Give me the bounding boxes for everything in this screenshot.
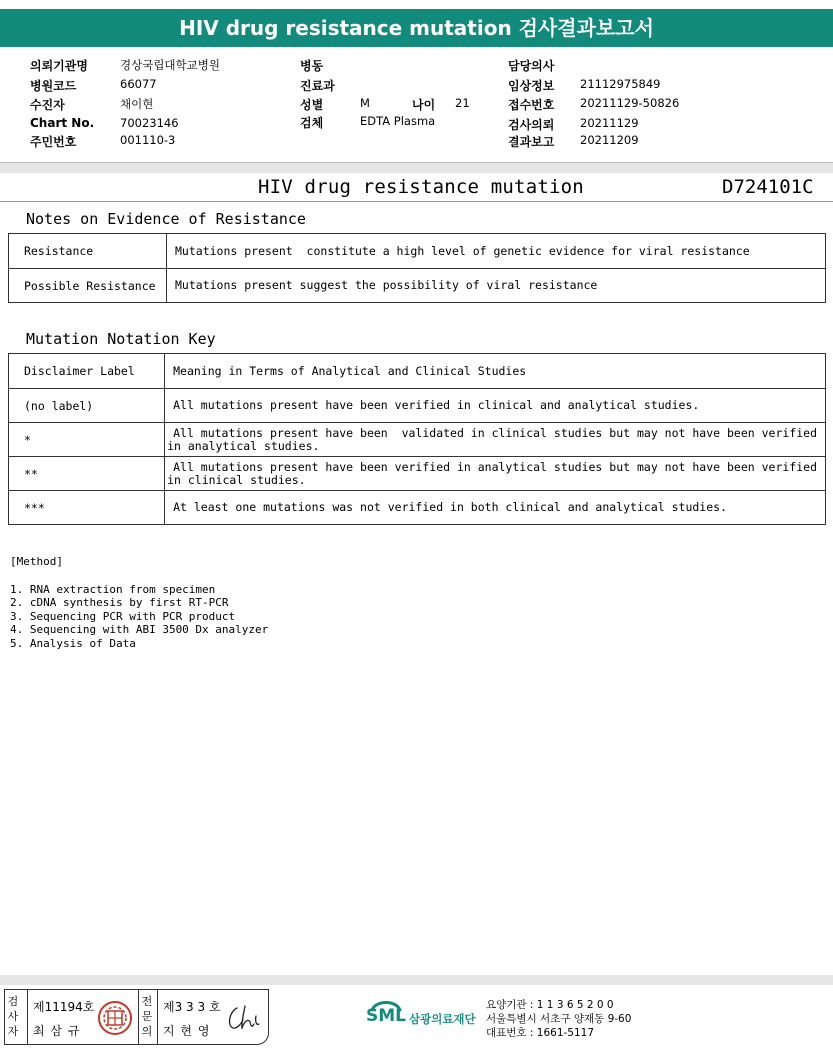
box-divider — [157, 990, 158, 1044]
info-value: M — [360, 96, 370, 110]
org-address — [486, 998, 631, 1040]
box-divider — [27, 990, 28, 1044]
notation-label: (no label) — [9, 389, 165, 423]
method-title: [Method] — [10, 555, 63, 568]
info-label: 담당의사 — [508, 59, 555, 73]
notation-label: ** — [9, 457, 165, 491]
info-label: 병동 — [300, 59, 324, 73]
method-step: 2. cDNA synthesis by first RT-PCR — [10, 596, 229, 609]
info-label: 나이 — [412, 98, 436, 112]
table-row — [9, 269, 826, 303]
info-value: 채이현 — [120, 97, 154, 111]
sml-logo-text: SML — [366, 1006, 406, 1026]
notation-text-cont: in analytical studies. — [167, 438, 320, 453]
info-value: 20211129 — [580, 116, 639, 130]
notation-label: * — [9, 423, 165, 457]
info-label: 성별 — [300, 98, 324, 112]
evidence-text: Mutations present suggest the possibility of viral resistance — [167, 269, 826, 303]
method-step: 5. Analysis of Data — [10, 636, 136, 650]
info-value: 21112975849 — [580, 77, 661, 91]
evidence-table — [8, 233, 826, 303]
info-label: 진료과 — [300, 79, 335, 93]
method-step: 1. RNA extraction from specimen — [10, 582, 216, 596]
evidence-label: Resistance — [9, 234, 167, 269]
notation-header-text: Meaning in Terms of Analytical and Clinical Studies — [165, 354, 826, 389]
specialist-name: 지 현 영 — [163, 1024, 211, 1038]
address-line: 서울특별시 서초구 양재동 9-60 — [486, 1013, 632, 1025]
inspector-role: 검사자 — [7, 995, 19, 1038]
specialist-license: 제3 3 3 호 — [163, 1000, 221, 1014]
footer-band — [0, 975, 833, 985]
table-row — [9, 457, 826, 491]
method-section — [10, 555, 268, 650]
specialist-role: 전문의 — [141, 995, 153, 1038]
notation-text: All mutations present have been verified in analytical studies but may not have been verified — [173, 459, 817, 474]
info-label: 검사의뢰 — [508, 118, 555, 132]
info-label: 검체 — [300, 116, 324, 130]
info-label: 수진자 — [30, 98, 65, 112]
heading-underline — [0, 201, 833, 202]
info-value: 21 — [455, 96, 470, 110]
address-line: 대표번호 : 1661-5117 — [486, 1027, 595, 1039]
notation-label: *** — [9, 491, 165, 525]
info-value: EDTA Plasma — [360, 114, 436, 128]
table-header-row — [9, 354, 826, 389]
info-label: 병원코드 — [30, 79, 77, 93]
inspector-license: 제11194호 — [33, 1000, 95, 1014]
table-row — [9, 234, 826, 269]
info-label: 접수번호 — [508, 98, 555, 112]
report-title: HIV drug resistance mutation 검사결과보고서 — [0, 9, 833, 47]
notation-table — [8, 353, 826, 525]
info-label: 결과보고 — [508, 135, 555, 149]
info-value: 70023146 — [120, 116, 179, 130]
method-step: 4. Sequencing with ABI 3500 Dx analyzer — [10, 623, 269, 636]
report-heading: HIV drug resistance mutation — [258, 176, 584, 198]
notation-text-cell — [165, 457, 826, 491]
notation-title: Mutation Notation Key — [26, 330, 216, 348]
patient-info — [0, 54, 833, 154]
info-value: 20211209 — [580, 133, 639, 147]
notation-text: All mutations present have been verified in clinical and analytical studies. — [165, 389, 826, 423]
info-value: 001110-3 — [120, 133, 176, 147]
evidence-label: Possible Resistance — [9, 269, 167, 303]
info-label: 의뢰기관명 — [30, 59, 88, 73]
info-label: 주민번호 — [30, 135, 77, 149]
box-divider — [138, 990, 139, 1044]
signature-icon — [223, 1002, 263, 1036]
table-row — [9, 389, 826, 423]
info-value: 66077 — [120, 77, 157, 91]
table-row — [9, 491, 826, 525]
inspector-name: 최 삼 규 — [33, 1024, 81, 1038]
info-value: 경상국립대학교병원 — [120, 58, 220, 72]
notation-header-label: Disclaimer Label — [9, 354, 165, 389]
org-name: 삼광의료재단 — [409, 1012, 476, 1026]
report-code: D724101C — [722, 176, 814, 198]
address-line: 요양기관 : 1 1 3 6 5 2 0 0 — [486, 999, 614, 1011]
evidence-text: Mutations present constitute a high level of genetic evidence for viral resistance — [167, 234, 826, 269]
info-label: Chart No. — [30, 116, 95, 130]
official-seal-icon — [97, 1000, 133, 1036]
divider-band — [0, 163, 833, 173]
method-step: 3. Sequencing PCR with PCR product — [10, 609, 236, 623]
evidence-title: Notes on Evidence of Resistance — [26, 210, 306, 228]
info-value: 20211129-50826 — [580, 96, 680, 110]
notation-text: At least one mutations was not verified in both clinical and analytical studies. — [165, 491, 826, 525]
divider-line — [0, 162, 833, 163]
notation-text-cont: in clinical studies. — [167, 472, 306, 487]
signature-box — [4, 989, 269, 1045]
notation-text: All mutations present have been validated in clinical studies but may not have been verified — [173, 425, 817, 440]
info-label: 임상정보 — [508, 79, 555, 93]
table-row — [9, 423, 826, 457]
notation-text-cell — [165, 423, 826, 457]
